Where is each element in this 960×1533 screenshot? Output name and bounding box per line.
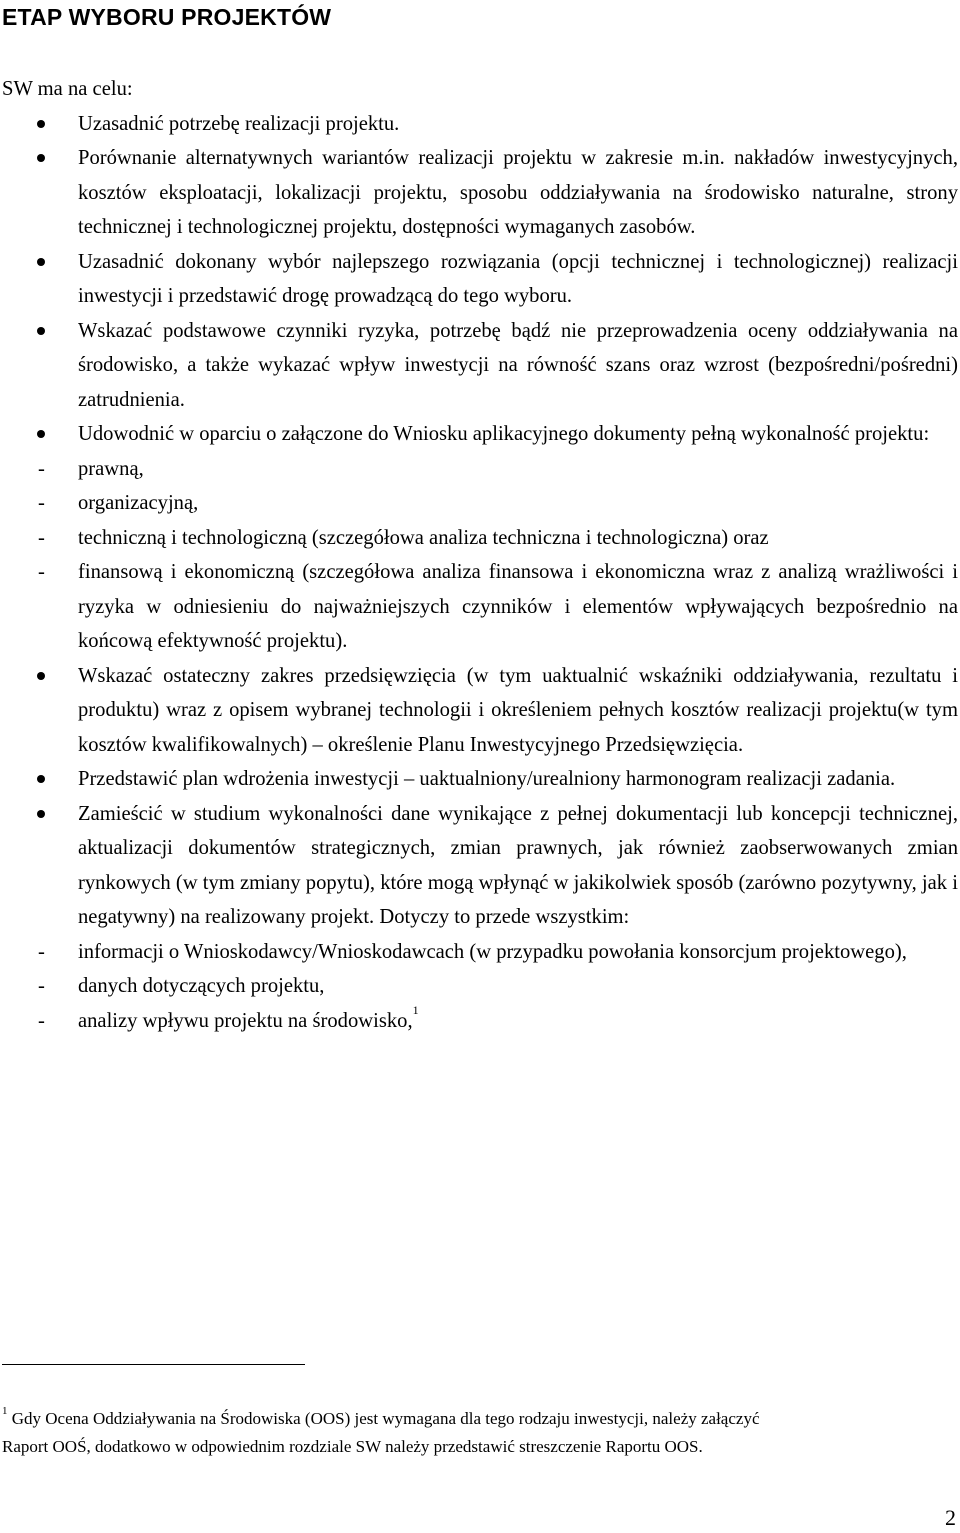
list-item-text: Wskazać ostateczny zakres przedsięwzięcia (w tym uaktualnić wskaźniki oddziaływania, rezultatu i produktu) wraz z opisem wybranej technologii i określeniem pełnych kosztów realizacji projektu(w tym kosztów kwalifikowalnych) – określenie Planu Inwestycyjnego Przedsięwzięcia. <box>78 664 958 756</box>
bullet-icon <box>37 810 45 818</box>
dash-marker <box>0 969 78 1004</box>
bullet-marker <box>0 107 78 142</box>
bullet-marker <box>0 659 78 694</box>
intro-text: SW ma na celu: <box>2 78 133 100</box>
dash-marker <box>0 935 78 970</box>
list-item-text: danych dotyczących projektu, <box>78 975 325 997</box>
sub-list-item <box>0 452 958 487</box>
footnote-text-line2: Raport OOŚ, dodatkowo w odpowiednim rozdziale SW należy przedstawić streszczenie Raportu OOS. <box>2 1437 703 1456</box>
list-item-text: Wskazać podstawowe czynniki ryzyka, potrzebę bądź nie przeprowadzenia oceny oddziaływania na środowisko, a także wykazać wpływ inwestycji na równość szans oraz wzrost (bezpośredni/pośredni) zatrudnienia. <box>78 319 958 411</box>
list-item <box>0 314 958 418</box>
dash-glyph: - <box>38 561 45 583</box>
dash-glyph: - <box>38 492 45 514</box>
document-heading: ETAP WYBORU PROJEKTÓW <box>2 4 332 30</box>
bullet-marker <box>0 245 78 280</box>
bullet-marker <box>0 417 78 452</box>
bullet-icon <box>37 120 45 128</box>
sub-list-item <box>0 1004 958 1039</box>
list-item <box>0 762 958 797</box>
list-item <box>0 107 958 142</box>
list-item-text: Porównanie alternatywnych wariantów realizacji projektu w zakresie m.in. nakładów inwestycyjnych, kosztów eksploatacji, lokalizacji projektu, sposobu oddziaływania na środowisko naturalne, strony technicznej i technologicznej projektu, dostępności wymaganych zasobów. <box>78 147 958 238</box>
sub-list-item <box>0 969 958 1004</box>
page-number: 2 <box>945 1505 956 1530</box>
bullet-marker <box>0 762 78 797</box>
bullet-marker <box>0 314 78 349</box>
bullet-icon <box>37 430 45 438</box>
list-item-text: Udowodnić w oparciu o załączone do Wniosku aplikacyjnego dokumenty pełną wykonalność projektu: <box>78 423 930 445</box>
document-body <box>0 72 958 1038</box>
list-item-text: Zamieścić w studium wykonalności dane wynikające z pełnej dokumentacji lub koncepcji technicznej, aktualizacji dokumentów strategicznych, zmian prawnych, jak również zaobserwowanych zmian rynkowych (w tym zmiany popytu), które mogą wpłynąć w jakikolwiek sposób (zarówno pozytywny, jak i negatywny) na realizowany projekt. Dotyczy to przede wszystkim: <box>78 802 958 928</box>
list-item-text: organizacyjną, <box>78 492 199 514</box>
bullet-marker <box>0 797 78 832</box>
dash-marker <box>0 521 78 556</box>
dash-marker <box>0 452 78 487</box>
sub-list-item <box>0 521 958 556</box>
dash-marker <box>0 1004 78 1039</box>
sub-list-item <box>0 486 958 521</box>
list-item <box>0 659 958 763</box>
list-item <box>0 417 958 452</box>
bullet-icon <box>37 327 45 335</box>
list-item-text: Przedstawić plan wdrożenia inwestycji – uaktualniony/urealniony harmonogram realizacji zadania. <box>78 768 896 790</box>
bullet-marker <box>0 141 78 176</box>
sub-list-item <box>0 555 958 659</box>
sub-list-item <box>0 935 958 970</box>
dash-glyph: - <box>38 940 45 963</box>
list-item <box>0 245 958 314</box>
list-item-text: Uzasadnić dokonany wybór najlepszego rozwiązania (opcji technicznej i technologicznej) realizacji inwestycji i przedstawić drogę prowadzącą do tego wyboru. <box>78 250 958 307</box>
footnote-reference[interactable]: 1 <box>412 1002 419 1017</box>
list-item <box>0 797 958 935</box>
list-item-text: informacji o Wnioskodawcy/Wnioskodawcach (w przypadku powołania konsorcjum projektowego), <box>78 940 907 963</box>
bullet-icon <box>37 775 45 783</box>
dash-marker <box>0 486 78 521</box>
dash-glyph: - <box>38 457 45 480</box>
list-item-text: analizy wpływu projektu na środowisko, <box>78 1009 413 1032</box>
list-item-text: techniczną i technologiczną (szczegółowa analiza techniczna i technologiczna) oraz <box>78 526 769 549</box>
dash-glyph: - <box>38 975 45 997</box>
footnote-number: 1 <box>2 1405 8 1417</box>
dash-glyph: - <box>38 1009 45 1032</box>
bullet-icon <box>37 154 45 162</box>
list-item-text: prawną, <box>78 457 144 480</box>
dash-marker <box>0 555 78 590</box>
bullet-icon <box>37 258 45 266</box>
list-item <box>0 141 958 245</box>
footnote-text-line1: Gdy Ocena Oddziaływania na Środowiska (OOS) jest wymagana dla tego rodzaju inwestycji, należy załączyć <box>11 1409 760 1428</box>
dash-glyph: - <box>38 526 45 549</box>
footnote <box>2 1405 956 1461</box>
list-item-text: Uzasadnić potrzebę realizacji projektu. <box>78 112 400 135</box>
footnote-separator <box>2 1364 305 1365</box>
bullet-icon <box>37 672 45 680</box>
list-item-text: finansową i ekonomiczną (szczegółowa analiza finansowa i ekonomiczna wraz z analizą wrażliwości i ryzyka w odniesieniu do najważniejszych czynników i elementów wpływających bezpośrednio na końcową efektywność projektu). <box>78 561 958 652</box>
